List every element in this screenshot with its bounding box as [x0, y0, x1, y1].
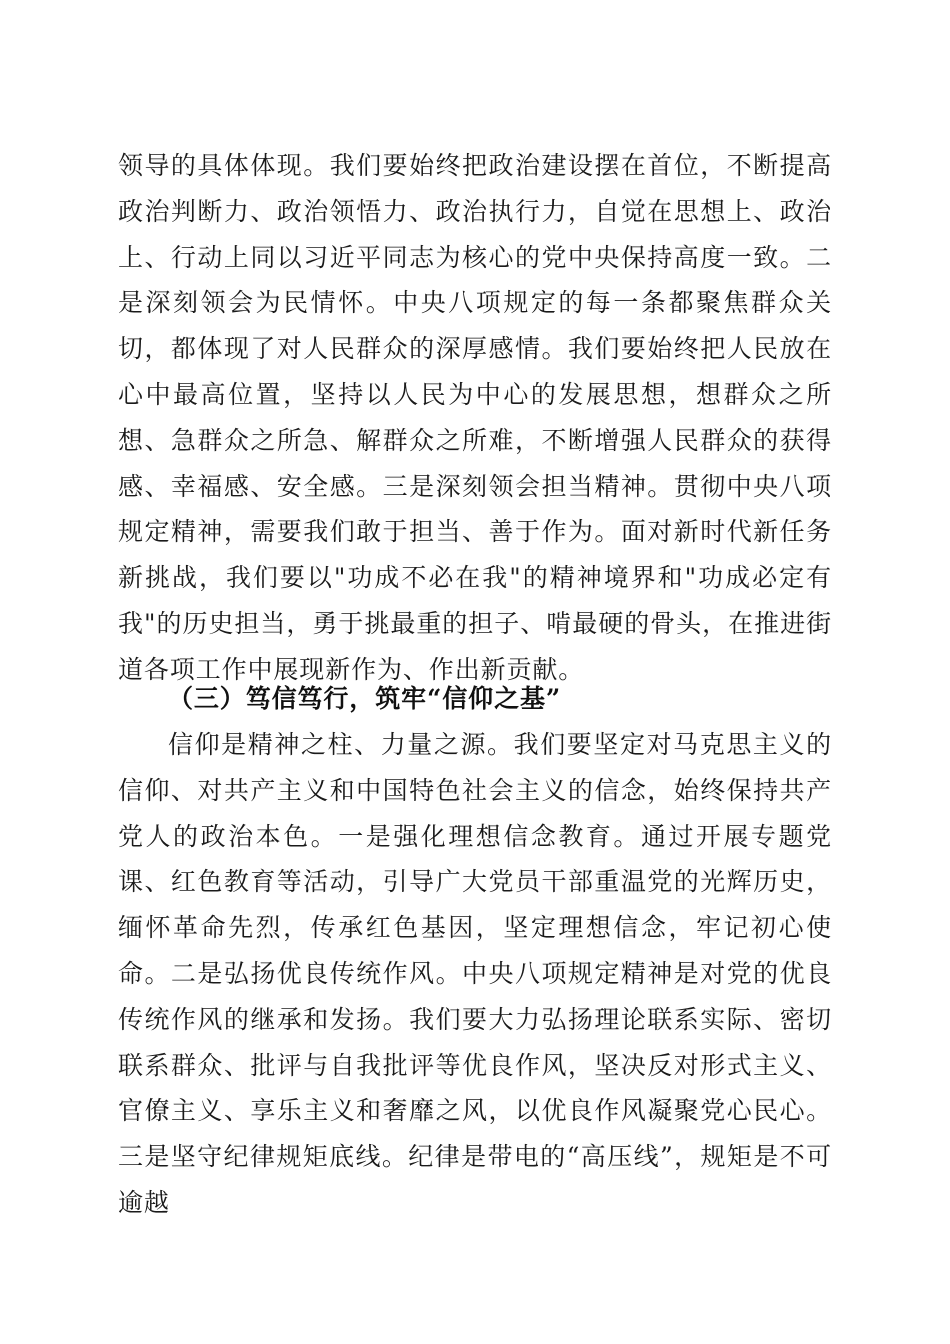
body-paragraph: 信仰是精神之柱、力量之源。我们要坚定对马克思主义的信仰、对共产主义和中国特色社会主义的信念，始终保持共产党人的政治本色。一是强化理想信念教育。通过开展专题党课、红色教育等活动，引导广大党员干部重温党的光辉历史，缅怀革命先烈，传承红色基因，坚定理想信念，牢记初心使命。二是弘扬优良传统作风。中央八项规定精神是对党的优良传统作风的继承和发扬。我们要大力弘扬理论联系实际、密切联系群众、批评与自我批评等优良作风，坚决反对形式主义、官僚主义、享乐主义和奢靡之风，以优良作风凝聚党心民心。三是坚守纪律规矩底线。纪律是带电的“高压线”，规矩是不可逾越 [118, 730, 832, 1217]
body-paragraph-continued: 领导的具体体现。我们要始终把政治建设摆在首位，不断提高政治判断力、政治领悟力、政治执行力，自觉在思想上、政治上、行动上同以习近平同志为核心的党中央保持高度一致。二是深刻领会为民情怀。中央八项规定的每一条都聚焦群众关切，都体现了对人民群众的深厚感情。我们要始终把人民放在心中最高位置，坚持以人民为中心的发展思想，想群众之所想、急群众之所急、解群众之所难，不断增强人民群众的获得感、幸福感、安全感。三是深刻领会担当精神。贯彻中央八项规定精神，需要我们敢于担当、善于作为。面对新时代新任务新挑战，我们要以"功成不必在我"的精神境界和"功成必定有我"的历史担当，勇于挑最重的担子、啃最硬的骨头，在推进街道各项工作中展现新作为、作出新贡献。 [118, 151, 832, 684]
section-heading: （三）笃信笃行，筑牢“信仰之基” [168, 684, 562, 713]
